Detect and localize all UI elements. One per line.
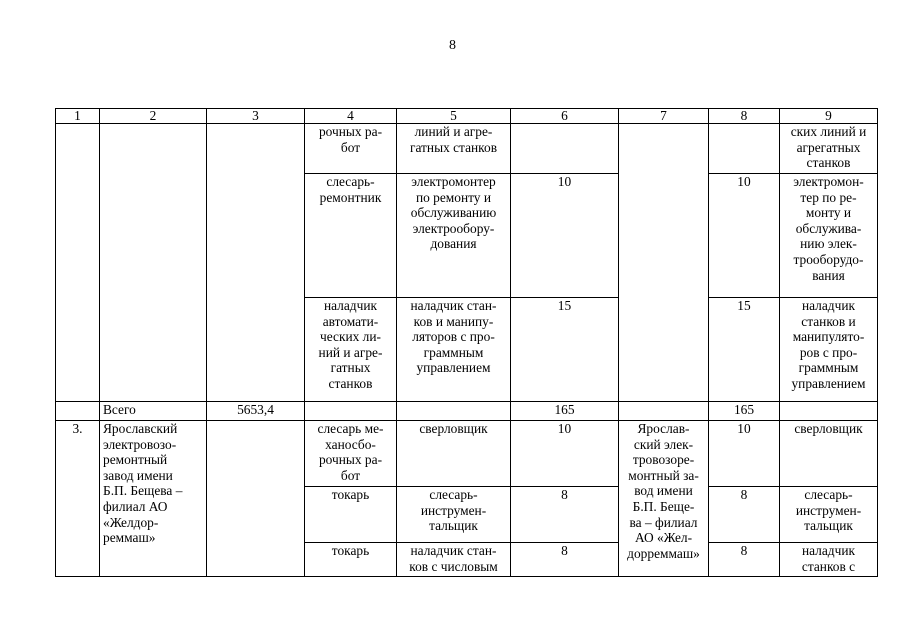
cell-line: по ремонту и <box>415 189 492 205</box>
header-cell: 1 <box>56 109 100 124</box>
cell-line: управлением <box>416 360 491 376</box>
profession-cell <box>780 421 878 487</box>
cell-empty <box>207 421 305 577</box>
cell-line: вод имени <box>634 483 693 499</box>
profession-cell <box>305 298 397 402</box>
count-cell: 8 <box>511 543 619 577</box>
cell-line: бот <box>340 467 361 483</box>
cell-line: электромонтер <box>411 174 496 189</box>
cell-empty <box>305 402 397 421</box>
organization-cell <box>619 421 709 577</box>
cell-line: тер по ре- <box>800 189 857 205</box>
cell-line: управлением <box>791 375 866 391</box>
cell-line: ва – филиал <box>629 514 698 530</box>
cell-line: электрообору- <box>412 220 495 236</box>
cell-line: электровозо- <box>103 436 177 452</box>
cell-line: АО «Жел- <box>634 530 693 546</box>
profession-cell <box>780 174 878 298</box>
cell-line: станков <box>806 155 851 171</box>
cell-line: рочных ра- <box>318 452 383 468</box>
total-label: Всего <box>100 402 207 421</box>
cell-line: наладчик <box>801 298 856 313</box>
cell-line: ских линий и <box>790 124 867 139</box>
cell-line: слесарь ме- <box>317 421 384 436</box>
cell-line: манипулято- <box>792 329 865 345</box>
profession-cell <box>305 487 397 543</box>
count-cell: 8 <box>709 487 780 543</box>
count-cell: 15 <box>511 298 619 402</box>
cell-empty <box>397 402 511 421</box>
cell-line: граммным <box>798 360 859 376</box>
count-cell: 10 <box>709 174 780 298</box>
profession-cell <box>780 124 878 174</box>
count-cell: 8 <box>511 487 619 543</box>
profession-cell <box>305 124 397 174</box>
cell-line: обслужива- <box>795 220 862 236</box>
profession-cell <box>397 124 511 174</box>
header-cell: 4 <box>305 109 397 124</box>
cell-line: обслуживанию <box>410 205 497 221</box>
cell-line: граммным <box>423 344 484 360</box>
cell-line: дорреммаш» <box>627 545 700 561</box>
total-value: 165 <box>709 402 780 421</box>
cell-line: ний и агре- <box>318 344 383 360</box>
table-row <box>56 124 878 174</box>
count-cell: 8 <box>709 543 780 577</box>
cell-line: станков <box>328 375 373 391</box>
cell-line: наладчик <box>801 543 856 558</box>
cell-line: тровозоре- <box>632 452 695 468</box>
header-cell: 3 <box>207 109 305 124</box>
cell-line: ский элек- <box>633 436 694 452</box>
count-cell: 10 <box>511 174 619 298</box>
profession-cell <box>305 421 397 487</box>
profession-cell <box>397 421 511 487</box>
cell-line: ремонтник <box>319 189 382 205</box>
cell-line: наладчик <box>323 298 378 313</box>
cell-empty <box>619 402 709 421</box>
profession-cell <box>397 298 511 402</box>
cell-line: рочных ра- <box>318 124 383 139</box>
header-cell: 5 <box>397 109 511 124</box>
cell-line: дования <box>430 236 477 252</box>
cell-line: реммаш» <box>103 530 156 546</box>
cell-line: Б.П. Бещева – <box>103 483 183 499</box>
cell-line: станков и <box>801 313 856 329</box>
cell-line: инструмен- <box>795 502 862 518</box>
total-row <box>56 402 878 421</box>
cell-line: монту и <box>805 205 852 221</box>
cell-line: ков с числовым <box>409 558 498 574</box>
page-number: 8 <box>449 38 456 53</box>
cell-line: бот <box>340 139 361 155</box>
header-cell: 2 <box>100 109 207 124</box>
cell-line: сверловщик <box>419 421 488 436</box>
document-table <box>55 108 878 577</box>
cell-line: токарь <box>331 487 370 502</box>
cell-line: ханосбо- <box>325 436 376 452</box>
cell-line: автомати- <box>322 313 379 329</box>
cell-line: ремонтный <box>103 452 168 468</box>
cell-empty <box>56 402 100 421</box>
cell-line: гатных станков <box>409 139 498 155</box>
cell-line: слесарь- <box>429 487 478 502</box>
cell-line: «Желдор- <box>103 514 159 530</box>
count-cell: 10 <box>709 421 780 487</box>
cell-line: ров с про- <box>799 344 858 360</box>
cell-line: гатных <box>330 360 371 376</box>
cell-empty <box>56 124 100 402</box>
count-cell <box>709 124 780 174</box>
cell-line: Ярославский <box>103 421 178 436</box>
cell-empty <box>619 124 709 402</box>
cell-empty <box>100 124 207 402</box>
cell-line: слесарь- <box>326 174 375 189</box>
profession-cell <box>305 174 397 298</box>
cell-line: филиал АО <box>103 498 168 514</box>
cell-line: токарь <box>331 543 370 558</box>
cell-line: слесарь- <box>804 487 853 502</box>
profession-cell <box>397 174 511 298</box>
cell-line: завод имени <box>103 467 173 483</box>
cell-line: ляторов с про- <box>412 329 495 345</box>
entry-number: 3. <box>56 421 100 577</box>
cell-line: трооборудо- <box>793 251 864 267</box>
organization-cell <box>100 421 207 577</box>
cell-line: сверловщик <box>794 421 863 436</box>
cell-line: монтный за- <box>628 467 699 483</box>
count-cell: 15 <box>709 298 780 402</box>
cell-line: наладчик стан- <box>410 543 497 558</box>
cell-line: тальщик <box>804 518 853 534</box>
cell-line: линий и агре- <box>414 124 493 139</box>
cell-line: станков с <box>801 558 856 574</box>
header-cell: 7 <box>619 109 709 124</box>
profession-cell <box>305 543 397 577</box>
profession-cell <box>397 543 511 577</box>
profession-cell <box>780 487 878 543</box>
cell-empty <box>207 124 305 402</box>
profession-cell <box>780 543 878 577</box>
table-row <box>56 421 878 487</box>
cell-line: наладчик стан- <box>410 298 497 313</box>
cell-line: агрегатных <box>796 139 861 155</box>
header-cell: 9 <box>780 109 878 124</box>
cell-line: Ярослав- <box>637 421 690 436</box>
cell-line: ков и манипу- <box>413 313 494 329</box>
profession-cell <box>397 487 511 543</box>
total-value: 5653,4 <box>207 402 305 421</box>
header-cell: 6 <box>511 109 619 124</box>
cell-line: электромон- <box>793 174 864 189</box>
header-cell: 8 <box>709 109 780 124</box>
cell-line: Б.П. Беще- <box>632 498 695 514</box>
header-row <box>56 109 878 124</box>
cell-line: инструмен- <box>420 502 487 518</box>
profession-cell <box>780 298 878 402</box>
cell-line: тальщик <box>429 518 478 534</box>
cell-empty <box>780 402 878 421</box>
cell-line: вания <box>812 267 845 283</box>
count-cell: 10 <box>511 421 619 487</box>
total-value: 165 <box>511 402 619 421</box>
cell-line: нию элек- <box>800 236 857 252</box>
count-cell <box>511 124 619 174</box>
cell-line: ческих ли- <box>320 329 381 345</box>
